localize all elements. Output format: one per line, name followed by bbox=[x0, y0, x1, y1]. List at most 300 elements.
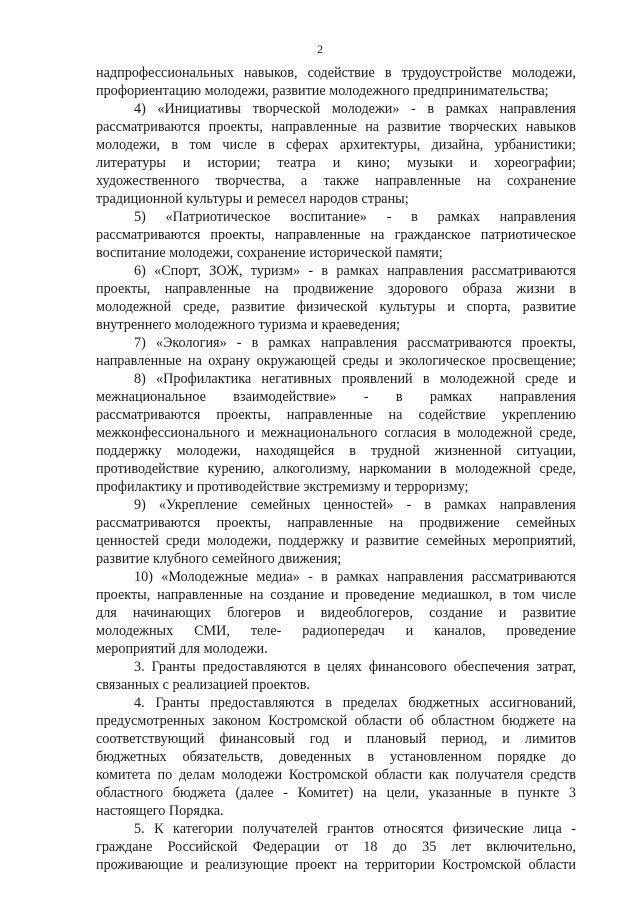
word: курению, bbox=[207, 461, 265, 477]
word: взаимодействие» bbox=[233, 389, 337, 405]
word: - bbox=[283, 785, 288, 801]
word: с bbox=[162, 677, 173, 693]
text-line bbox=[96, 568, 576, 586]
word: проекты, bbox=[96, 281, 151, 297]
text-line bbox=[96, 280, 576, 298]
word: театра bbox=[277, 155, 316, 171]
text-line bbox=[96, 694, 576, 712]
word: установленном bbox=[389, 749, 482, 765]
word: межнационального bbox=[261, 425, 378, 441]
word: и bbox=[332, 155, 341, 171]
word: в bbox=[349, 443, 356, 459]
word: гражданское bbox=[394, 227, 471, 243]
word: пункте bbox=[517, 785, 560, 801]
word: среды bbox=[342, 353, 379, 369]
word: 10) bbox=[134, 569, 153, 585]
text-line bbox=[96, 82, 576, 100]
word: Гранты bbox=[151, 659, 196, 675]
word: профилактику bbox=[96, 479, 186, 495]
word: и bbox=[344, 731, 352, 747]
word: памяти; bbox=[395, 245, 443, 261]
word: в bbox=[321, 263, 329, 279]
word: теле- bbox=[250, 623, 282, 639]
word: числе bbox=[222, 137, 257, 153]
word: внутреннего bbox=[96, 317, 175, 333]
word: связанных bbox=[96, 677, 163, 693]
word: и bbox=[246, 425, 255, 441]
word: 5. bbox=[134, 821, 145, 837]
word: образа bbox=[462, 281, 503, 297]
word: молодежи, bbox=[96, 137, 161, 153]
word: «Инициативы bbox=[157, 101, 242, 117]
word: (далее bbox=[235, 785, 274, 801]
word: находящейся bbox=[255, 443, 335, 459]
word: направления bbox=[499, 101, 576, 117]
word: Гранты bbox=[155, 695, 200, 711]
text-line bbox=[96, 298, 576, 316]
word: проявлений bbox=[341, 371, 413, 387]
word: обеспечения bbox=[453, 659, 530, 675]
word: проведение bbox=[506, 623, 576, 639]
word: направленные bbox=[96, 353, 182, 369]
word: и bbox=[182, 155, 191, 171]
word: терроризму; bbox=[394, 479, 469, 495]
word: туризм» bbox=[250, 263, 301, 279]
word: молодежной bbox=[455, 461, 531, 477]
word: жизни bbox=[516, 281, 555, 297]
word: бюджете bbox=[501, 713, 555, 729]
word: семейных bbox=[516, 515, 576, 531]
word: и bbox=[350, 533, 359, 549]
word: обязательств, bbox=[182, 749, 264, 765]
word: категории bbox=[173, 821, 233, 837]
text-line bbox=[96, 586, 576, 604]
word: сохранение bbox=[507, 173, 576, 189]
word: настоящего bbox=[96, 803, 169, 819]
word: истории; bbox=[207, 155, 261, 171]
word: и bbox=[190, 857, 199, 873]
word: целях bbox=[327, 659, 362, 675]
text-line bbox=[96, 406, 576, 424]
word: К bbox=[154, 821, 164, 837]
word: продвижение bbox=[419, 515, 500, 531]
word: направленные bbox=[271, 119, 357, 135]
word: проекты, bbox=[521, 335, 576, 351]
word: продвижение bbox=[293, 281, 374, 297]
word: «Профилактика bbox=[156, 371, 252, 387]
word: и bbox=[568, 371, 576, 387]
word: в bbox=[439, 461, 447, 477]
text-line bbox=[96, 658, 576, 676]
text-line bbox=[96, 478, 576, 496]
word: навыков bbox=[525, 119, 576, 135]
word: семейных bbox=[250, 497, 311, 513]
word: для bbox=[179, 641, 204, 657]
word: кино; bbox=[357, 155, 391, 171]
word: рамках bbox=[429, 389, 473, 405]
word: бюджетных bbox=[408, 695, 480, 711]
word: навыков, bbox=[243, 65, 298, 81]
word: на bbox=[363, 785, 377, 801]
word: развитие bbox=[272, 83, 330, 99]
word: финансового bbox=[368, 659, 447, 675]
word: - bbox=[411, 101, 416, 117]
word: на bbox=[389, 515, 404, 531]
word: молодежи, bbox=[207, 533, 272, 549]
word: предпринимательства; bbox=[413, 83, 549, 99]
word: каналов, bbox=[434, 623, 486, 639]
word: также bbox=[323, 173, 359, 189]
word: клубного bbox=[152, 551, 212, 567]
word: негативных bbox=[261, 371, 332, 387]
word: молодежных bbox=[96, 623, 174, 639]
word: лимитов bbox=[524, 731, 576, 747]
text-line bbox=[96, 802, 576, 820]
word: молодежной bbox=[457, 425, 533, 441]
word: ремесел bbox=[256, 191, 310, 207]
word: граждане bbox=[96, 839, 153, 855]
word: содействие bbox=[418, 407, 486, 423]
word: на bbox=[370, 227, 385, 243]
text-line bbox=[96, 154, 576, 172]
text-line bbox=[96, 856, 576, 874]
word: - bbox=[363, 389, 369, 405]
word: трудоустройстве bbox=[401, 65, 502, 81]
text-line bbox=[96, 352, 576, 370]
word: грантов bbox=[327, 821, 374, 837]
word: мероприятий, bbox=[492, 533, 576, 549]
word: «Укрепление bbox=[158, 497, 238, 513]
word: в bbox=[313, 659, 321, 675]
word: просвещение; bbox=[492, 353, 576, 369]
word: дизайна, bbox=[431, 137, 484, 153]
word: предоставляются bbox=[210, 695, 315, 711]
word: в bbox=[569, 281, 576, 297]
word: направления bbox=[499, 497, 576, 513]
word: направленные bbox=[157, 587, 243, 603]
word: рамках bbox=[445, 101, 489, 117]
word: до bbox=[392, 839, 407, 855]
word: Российской bbox=[167, 839, 238, 855]
text-line bbox=[96, 838, 576, 856]
word: среде, bbox=[183, 299, 220, 315]
word: направления bbox=[387, 569, 464, 585]
text-line bbox=[96, 190, 576, 208]
text-line bbox=[96, 784, 576, 802]
word: видеоблогеров, bbox=[320, 605, 413, 621]
word: лица bbox=[533, 821, 562, 837]
word: экологическое bbox=[399, 353, 486, 369]
word: хореографии; bbox=[494, 155, 576, 171]
word: Порядка. bbox=[168, 803, 224, 819]
word: краеведения; bbox=[321, 317, 401, 333]
text-line bbox=[96, 460, 576, 478]
word: молодежи, bbox=[204, 83, 273, 99]
word: художественного bbox=[96, 173, 200, 189]
word: страны; bbox=[361, 191, 409, 207]
word: «Экология» bbox=[155, 335, 227, 351]
text-line bbox=[96, 550, 576, 568]
word: рассматриваются bbox=[96, 119, 201, 135]
word: противодействие bbox=[96, 461, 199, 477]
word: исторической bbox=[309, 245, 396, 261]
word: средств bbox=[530, 767, 576, 783]
word: на bbox=[562, 713, 576, 729]
text-line bbox=[96, 622, 576, 640]
text-line bbox=[96, 64, 576, 82]
text-line bbox=[96, 118, 576, 136]
word: урбанистики; bbox=[494, 137, 576, 153]
word: молодежной bbox=[439, 371, 515, 387]
word: окружающей bbox=[256, 353, 336, 369]
word: рамках bbox=[336, 569, 379, 585]
word: сохранение bbox=[236, 245, 310, 261]
word: проекты, bbox=[96, 587, 151, 603]
word: делам bbox=[178, 767, 215, 783]
word: в bbox=[501, 785, 508, 801]
text-line bbox=[96, 748, 576, 766]
word: архитектуры, bbox=[339, 137, 421, 153]
word: области bbox=[354, 713, 403, 729]
word: культуры bbox=[186, 191, 246, 207]
word: направления bbox=[387, 263, 464, 279]
text-line bbox=[96, 676, 576, 694]
word: 35 bbox=[422, 839, 437, 855]
word: соответствующий bbox=[96, 731, 205, 747]
word: молодежного bbox=[329, 83, 414, 99]
word: в bbox=[395, 389, 403, 405]
text-line bbox=[96, 388, 576, 406]
text-line bbox=[96, 208, 576, 226]
word: среди bbox=[165, 533, 201, 549]
word: развитие bbox=[365, 533, 419, 549]
word: «Спорт, bbox=[154, 263, 201, 279]
word: 4) bbox=[134, 101, 146, 117]
word: бюджета bbox=[172, 785, 226, 801]
word: направленные bbox=[164, 281, 251, 297]
word: и bbox=[297, 605, 305, 621]
word: на bbox=[249, 587, 264, 603]
word: направленные bbox=[375, 173, 461, 189]
word: Костромской bbox=[268, 713, 348, 729]
text-line bbox=[96, 226, 576, 244]
word: среде, bbox=[539, 461, 576, 477]
word: межконфессионального bbox=[96, 425, 240, 441]
text-line bbox=[96, 262, 576, 280]
word: трудной bbox=[370, 443, 420, 459]
text-line bbox=[96, 100, 576, 118]
word: получателя bbox=[455, 767, 524, 783]
word: ценностей» bbox=[323, 497, 394, 513]
word: реализующие bbox=[205, 857, 288, 873]
word: затрат, bbox=[536, 659, 576, 675]
word: ценностей bbox=[96, 533, 159, 549]
word: 18 bbox=[363, 839, 378, 855]
text-line bbox=[96, 172, 576, 190]
word: развитие bbox=[522, 605, 576, 621]
word: предусмотренных bbox=[96, 713, 205, 729]
word: плановый bbox=[366, 731, 427, 747]
text-line bbox=[96, 136, 576, 154]
word: и bbox=[498, 605, 507, 621]
word: 9) bbox=[134, 497, 146, 513]
word: музыки bbox=[407, 155, 453, 171]
word: мероприятий bbox=[96, 641, 180, 657]
word: движения; bbox=[278, 551, 342, 567]
word: творческих bbox=[449, 119, 518, 135]
word: проекты, bbox=[216, 515, 271, 531]
document-body bbox=[96, 64, 576, 874]
word: ЗОЖ, bbox=[209, 263, 243, 279]
word: и bbox=[469, 155, 478, 171]
word: охрану bbox=[208, 353, 251, 369]
word: народов bbox=[309, 191, 362, 207]
word: и bbox=[245, 191, 257, 207]
text-line bbox=[96, 532, 576, 550]
word: 5) bbox=[134, 209, 146, 225]
word: сферах bbox=[286, 137, 329, 153]
word: направленные bbox=[287, 515, 373, 531]
word: комитета bbox=[96, 767, 151, 783]
page-number: 2 bbox=[317, 42, 323, 56]
word: пределах bbox=[342, 695, 398, 711]
word: патриотическое bbox=[480, 227, 576, 243]
word: а bbox=[300, 173, 308, 189]
word: содействие bbox=[307, 65, 375, 81]
word: в bbox=[384, 65, 392, 81]
word: семейных bbox=[425, 533, 486, 549]
word: 7) bbox=[134, 335, 146, 351]
word: и bbox=[330, 587, 339, 603]
word: среде bbox=[525, 371, 559, 387]
word: профориентацию bbox=[96, 83, 205, 99]
word: воспитание bbox=[96, 245, 170, 261]
word: в bbox=[268, 137, 275, 153]
word: на bbox=[365, 119, 380, 135]
text-line bbox=[96, 766, 576, 784]
word: предоставляются bbox=[202, 659, 307, 675]
text-line bbox=[96, 604, 576, 622]
word: создание bbox=[429, 605, 483, 621]
word: туризма bbox=[258, 317, 311, 333]
word: в bbox=[251, 335, 259, 351]
word: на bbox=[388, 407, 403, 423]
word: развитие bbox=[231, 299, 285, 315]
word: медиашкол, bbox=[421, 587, 493, 603]
word: получателей bbox=[242, 821, 318, 837]
word: рамках bbox=[437, 209, 480, 225]
word: проекты, bbox=[210, 227, 265, 243]
word: проекты, bbox=[208, 119, 263, 135]
word: рассматриваются bbox=[96, 407, 201, 423]
word: ассигнований, bbox=[489, 695, 576, 711]
word: об bbox=[409, 713, 424, 729]
word: в bbox=[367, 749, 375, 765]
text-line bbox=[96, 334, 576, 352]
word: поддержку bbox=[278, 533, 344, 549]
word: развитие bbox=[522, 299, 576, 315]
word: рассматриваются bbox=[96, 227, 201, 243]
word: экстремизму bbox=[303, 479, 384, 495]
word: доведенных bbox=[279, 749, 352, 765]
word: законом bbox=[212, 713, 261, 729]
word: и bbox=[405, 623, 414, 639]
word: на bbox=[343, 857, 358, 873]
word: начинающих bbox=[132, 605, 212, 621]
word: в bbox=[411, 209, 418, 225]
word: относятся bbox=[383, 821, 444, 837]
word: спорта, bbox=[466, 299, 511, 315]
word: СМИ, bbox=[194, 623, 230, 639]
word: физические bbox=[452, 821, 524, 837]
text-line bbox=[96, 244, 576, 262]
word: литературы bbox=[96, 155, 166, 171]
word: проекты, bbox=[216, 407, 271, 423]
word: жизненной bbox=[434, 443, 502, 459]
word: 3. bbox=[134, 659, 145, 675]
word: в bbox=[499, 587, 507, 603]
word: - bbox=[236, 335, 242, 351]
text-line bbox=[96, 640, 576, 658]
word: как bbox=[428, 767, 449, 783]
word: территории bbox=[365, 857, 435, 873]
word: - bbox=[406, 497, 412, 513]
word: Федерации bbox=[252, 839, 320, 855]
word: молодежной bbox=[96, 299, 172, 315]
word: направленные bbox=[286, 407, 373, 423]
word: направления bbox=[499, 209, 576, 225]
word: и bbox=[447, 299, 455, 315]
word: в bbox=[443, 425, 451, 441]
word: для bbox=[96, 605, 117, 621]
word: областного bbox=[96, 785, 164, 801]
word: укреплению bbox=[501, 407, 576, 423]
word: в bbox=[422, 371, 430, 387]
word: проектов. bbox=[251, 677, 310, 693]
word: проведение bbox=[345, 587, 415, 603]
word: реализацией bbox=[172, 677, 252, 693]
word: - bbox=[308, 569, 313, 585]
word: направленные bbox=[274, 227, 361, 243]
word: рамках bbox=[268, 335, 311, 351]
word: радиопередач bbox=[302, 623, 385, 639]
word: семейного bbox=[211, 551, 279, 567]
word: том bbox=[189, 137, 212, 153]
text-line bbox=[96, 442, 576, 460]
text-line bbox=[96, 820, 576, 838]
word: от bbox=[334, 839, 349, 855]
word: в bbox=[171, 137, 179, 153]
word: до bbox=[561, 749, 576, 765]
word: Костромской bbox=[442, 857, 522, 873]
word: молодежи bbox=[221, 767, 283, 783]
word: в bbox=[424, 497, 432, 513]
word: в bbox=[427, 101, 435, 117]
word: традиционной bbox=[96, 191, 187, 207]
word: молодежи, bbox=[169, 245, 237, 261]
word: поддержку bbox=[96, 443, 162, 459]
word: 8) bbox=[134, 371, 146, 387]
word: - bbox=[386, 209, 392, 225]
word: ситуации, bbox=[516, 443, 576, 459]
word: том bbox=[512, 587, 535, 603]
word: культуры bbox=[379, 299, 436, 315]
word: наркомании bbox=[359, 461, 432, 477]
word: воспитание» bbox=[290, 209, 367, 225]
word: молодежи, bbox=[511, 65, 576, 81]
word: противодействие bbox=[196, 479, 304, 495]
word: указанные bbox=[428, 785, 492, 801]
